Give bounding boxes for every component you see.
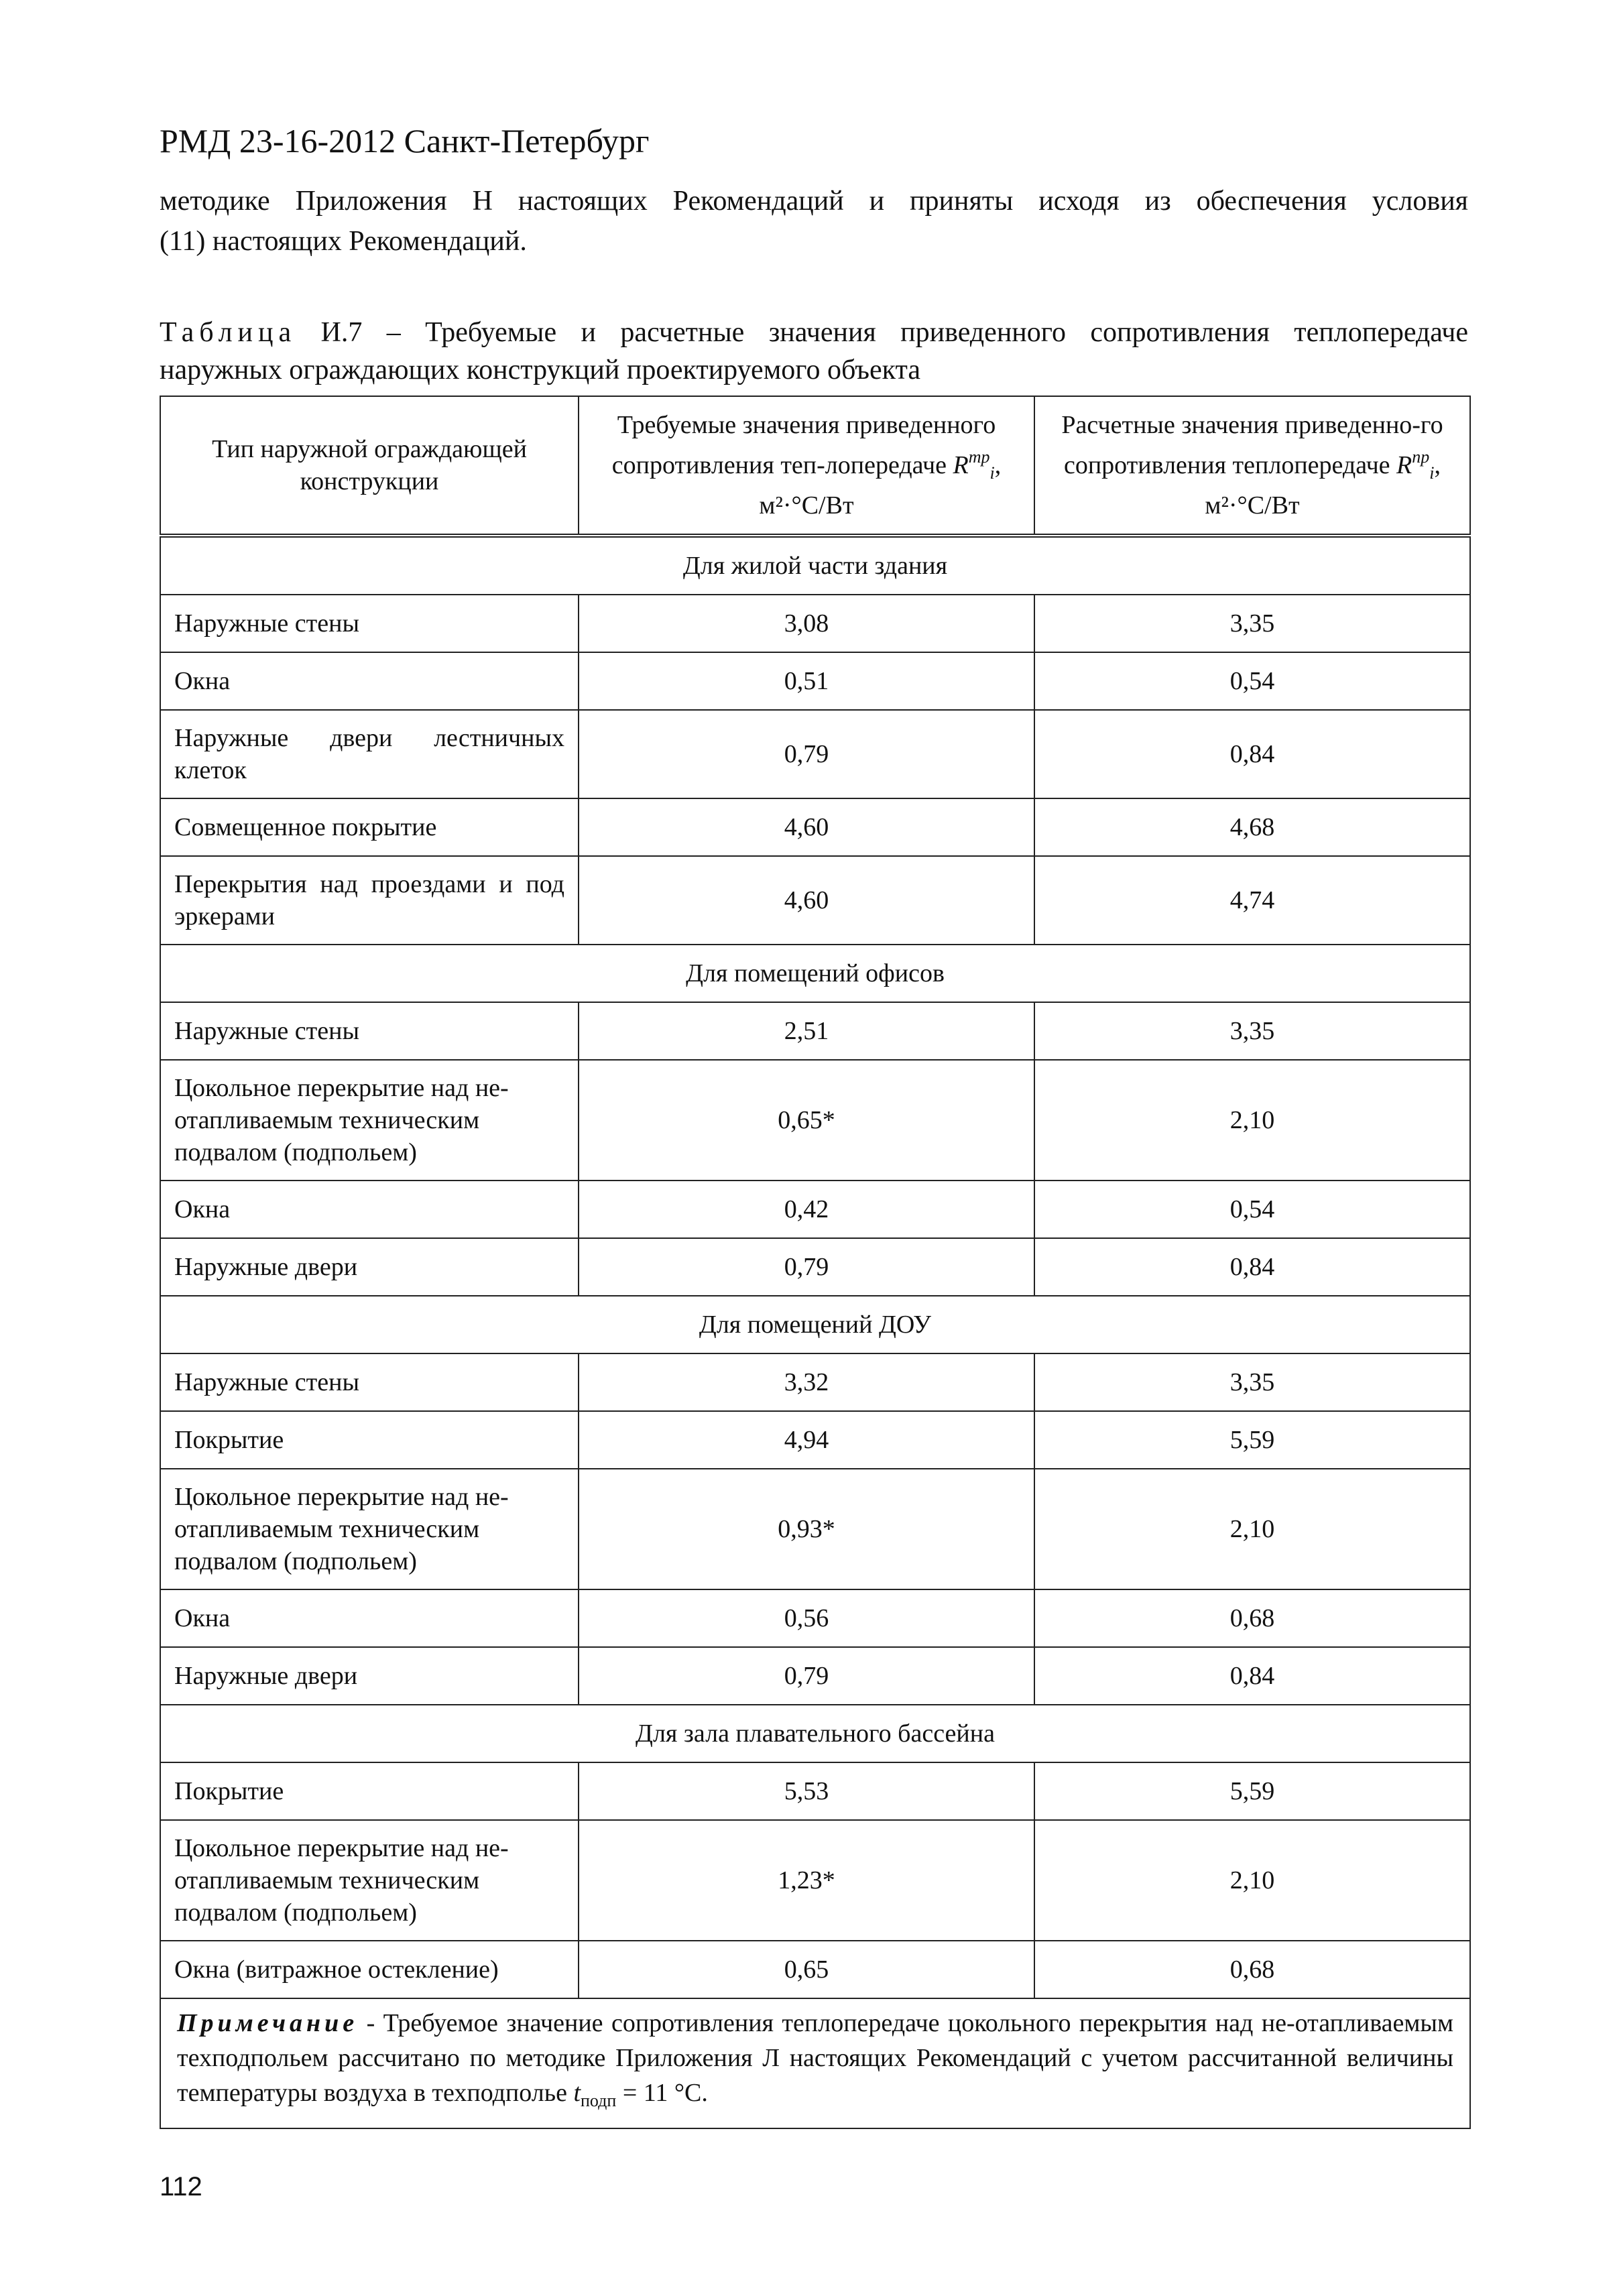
- row-name: Наружные стены: [160, 1353, 579, 1411]
- table-row: [160, 1238, 1470, 1296]
- row-required: 4,60: [579, 798, 1034, 856]
- row-calculated: 3,35: [1034, 595, 1470, 652]
- header-calculated-text: Расчетные значения приведенно-го сопротивления теплопередаче: [1061, 411, 1443, 479]
- table-note-row: [160, 1998, 1470, 2128]
- row-calculated: 0,54: [1034, 652, 1470, 710]
- row-name: Перекрытия над проездами и под эркерами: [160, 856, 579, 945]
- row-name: Окна: [160, 1181, 579, 1238]
- row-required: 5,53: [579, 1762, 1034, 1820]
- row-calculated: 4,74: [1034, 856, 1470, 945]
- row-required: 0,79: [579, 1647, 1034, 1705]
- intro-paragraph: [160, 181, 1468, 261]
- row-required: 2,51: [579, 1002, 1034, 1060]
- table-row: [160, 595, 1470, 652]
- table-row: [160, 856, 1470, 945]
- row-name: Окна (витражное остекление): [160, 1941, 579, 1998]
- resistance-table: [160, 396, 1471, 2129]
- row-calculated: 5,59: [1034, 1411, 1470, 1469]
- table-caption: [160, 314, 1468, 389]
- caption-number: И.7: [320, 317, 363, 348]
- row-required: 3,08: [579, 595, 1034, 652]
- caption-line-1: [160, 314, 1468, 351]
- section-title: Для зала плавательного бассейна: [160, 1705, 1470, 1762]
- row-calculated: 2,10: [1034, 1060, 1470, 1181]
- row-name: Совмещенное покрытие: [160, 798, 579, 856]
- row-required: 3,32: [579, 1353, 1034, 1411]
- page-number: 112: [160, 2172, 202, 2201]
- note-text: - Требуемое значение сопротивления теплопередаче цокольного перекрытия над не-отапливаемым техподпольем рассчитано по методике Приложения Л настоящих Рекомендаций с учетом рассчитанной величины температуры воздуха в техподполье: [177, 2009, 1453, 2107]
- row-required: 1,23*: [579, 1820, 1034, 1941]
- section-title: Для помещений ДОУ: [160, 1296, 1470, 1353]
- table-row: [160, 1647, 1470, 1705]
- row-name: Окна: [160, 1589, 579, 1647]
- row-required: 4,94: [579, 1411, 1034, 1469]
- header-calculated-sup: пр: [1412, 447, 1430, 467]
- table-row: [160, 1469, 1470, 1589]
- row-calculated: 5,59: [1034, 1762, 1470, 1820]
- row-calculated: 2,10: [1034, 1469, 1470, 1589]
- section-title: Для жилой части здания: [160, 536, 1470, 595]
- header-calculated-unit: , м²·°С/Вт: [1205, 451, 1441, 520]
- header-required-unit: , м²·°С/Вт: [759, 451, 1002, 520]
- row-calculated: 4,68: [1034, 798, 1470, 856]
- row-required: 0,51: [579, 652, 1034, 710]
- header-required-text: Требуемые значения приведенного сопротивления теп-лопередаче: [611, 411, 996, 479]
- table-row: [160, 652, 1470, 710]
- note-tail: = 11 °С.: [616, 2079, 708, 2107]
- table-row: [160, 798, 1470, 856]
- header-construction-type: Тип наружной ограждающей конструкции: [160, 396, 579, 536]
- row-name: Наружные стены: [160, 595, 579, 652]
- row-name: Наружные стены: [160, 1002, 579, 1060]
- note-lead: Примечание: [177, 2009, 359, 2037]
- header-calculated-values: [1034, 396, 1470, 536]
- header-calculated-sub: i: [1429, 463, 1435, 483]
- row-calculated: 0,84: [1034, 710, 1470, 798]
- row-name: Наружные двери: [160, 1647, 579, 1705]
- header-required-sub: i: [989, 463, 995, 483]
- header-required-values: [579, 396, 1034, 536]
- row-required: 0,42: [579, 1181, 1034, 1238]
- header-required-sup: тр: [968, 447, 990, 467]
- row-calculated: 2,10: [1034, 1820, 1470, 1941]
- table-row: [160, 1589, 1470, 1647]
- row-required: 0,79: [579, 1238, 1034, 1296]
- section-title: Для помещений офисов: [160, 945, 1470, 1002]
- row-calculated: 0,84: [1034, 1238, 1470, 1296]
- table-row: [160, 710, 1470, 798]
- table-row: [160, 1060, 1470, 1181]
- table-header-row: [160, 396, 1470, 536]
- row-name: Цокольное перекрытие над не-отапливаемым техническим подвалом (подпольем): [160, 1060, 579, 1181]
- caption-text-1: – Требуемые и расчетные значения приведенного сопротивления теплопередаче: [362, 317, 1469, 348]
- caption-line-2: наружных ограждающих конструкций проектируемого объекта: [160, 355, 921, 385]
- row-name: Покрытие: [160, 1762, 579, 1820]
- note-symbol-sub: подп: [581, 2091, 617, 2110]
- row-required: 0,56: [579, 1589, 1034, 1647]
- table-row: [160, 1002, 1470, 1060]
- row-required: 4,60: [579, 856, 1034, 945]
- row-calculated: 0,68: [1034, 1941, 1470, 1998]
- table-row: [160, 1411, 1470, 1469]
- caption-label: Таблица: [160, 317, 297, 348]
- row-required: 0,65: [579, 1941, 1034, 1998]
- header-required-symbol: R: [953, 451, 969, 479]
- row-calculated: 0,68: [1034, 1589, 1470, 1647]
- row-name: Окна: [160, 652, 579, 710]
- row-required: 0,79: [579, 710, 1034, 798]
- document-header: РМД 23-16-2012 Санкт-Петербург: [160, 122, 650, 160]
- row-name: Наружные двери лестничных клеток: [160, 710, 579, 798]
- row-name: Цокольное перекрытие над не-отапливаемым техническим подвалом (подпольем): [160, 1820, 579, 1941]
- table-row: [160, 1181, 1470, 1238]
- row-name: Цокольное перекрытие над не-отапливаемым техническим подвалом (подпольем): [160, 1469, 579, 1589]
- row-calculated: 3,35: [1034, 1353, 1470, 1411]
- table-row: [160, 1820, 1470, 1941]
- table-note: [160, 1998, 1470, 2128]
- note-symbol: t: [573, 2079, 581, 2107]
- table-row: [160, 1353, 1470, 1411]
- header-calculated-symbol: R: [1396, 451, 1412, 479]
- table-row: [160, 1762, 1470, 1820]
- row-calculated: 3,35: [1034, 1002, 1470, 1060]
- row-name: Наружные двери: [160, 1238, 579, 1296]
- row-required: 0,65*: [579, 1060, 1034, 1181]
- row-name: Покрытие: [160, 1411, 579, 1469]
- table-row: [160, 1941, 1470, 1998]
- row-calculated: 0,84: [1034, 1647, 1470, 1705]
- intro-line-1: методике Приложения Н настоящих Рекомендаций и приняты исходя из обеспечения условия: [160, 186, 1468, 217]
- row-calculated: 0,54: [1034, 1181, 1470, 1238]
- intro-line-2: (11) настоящих Рекомендаций.: [160, 226, 527, 257]
- row-required: 0,93*: [579, 1469, 1034, 1589]
